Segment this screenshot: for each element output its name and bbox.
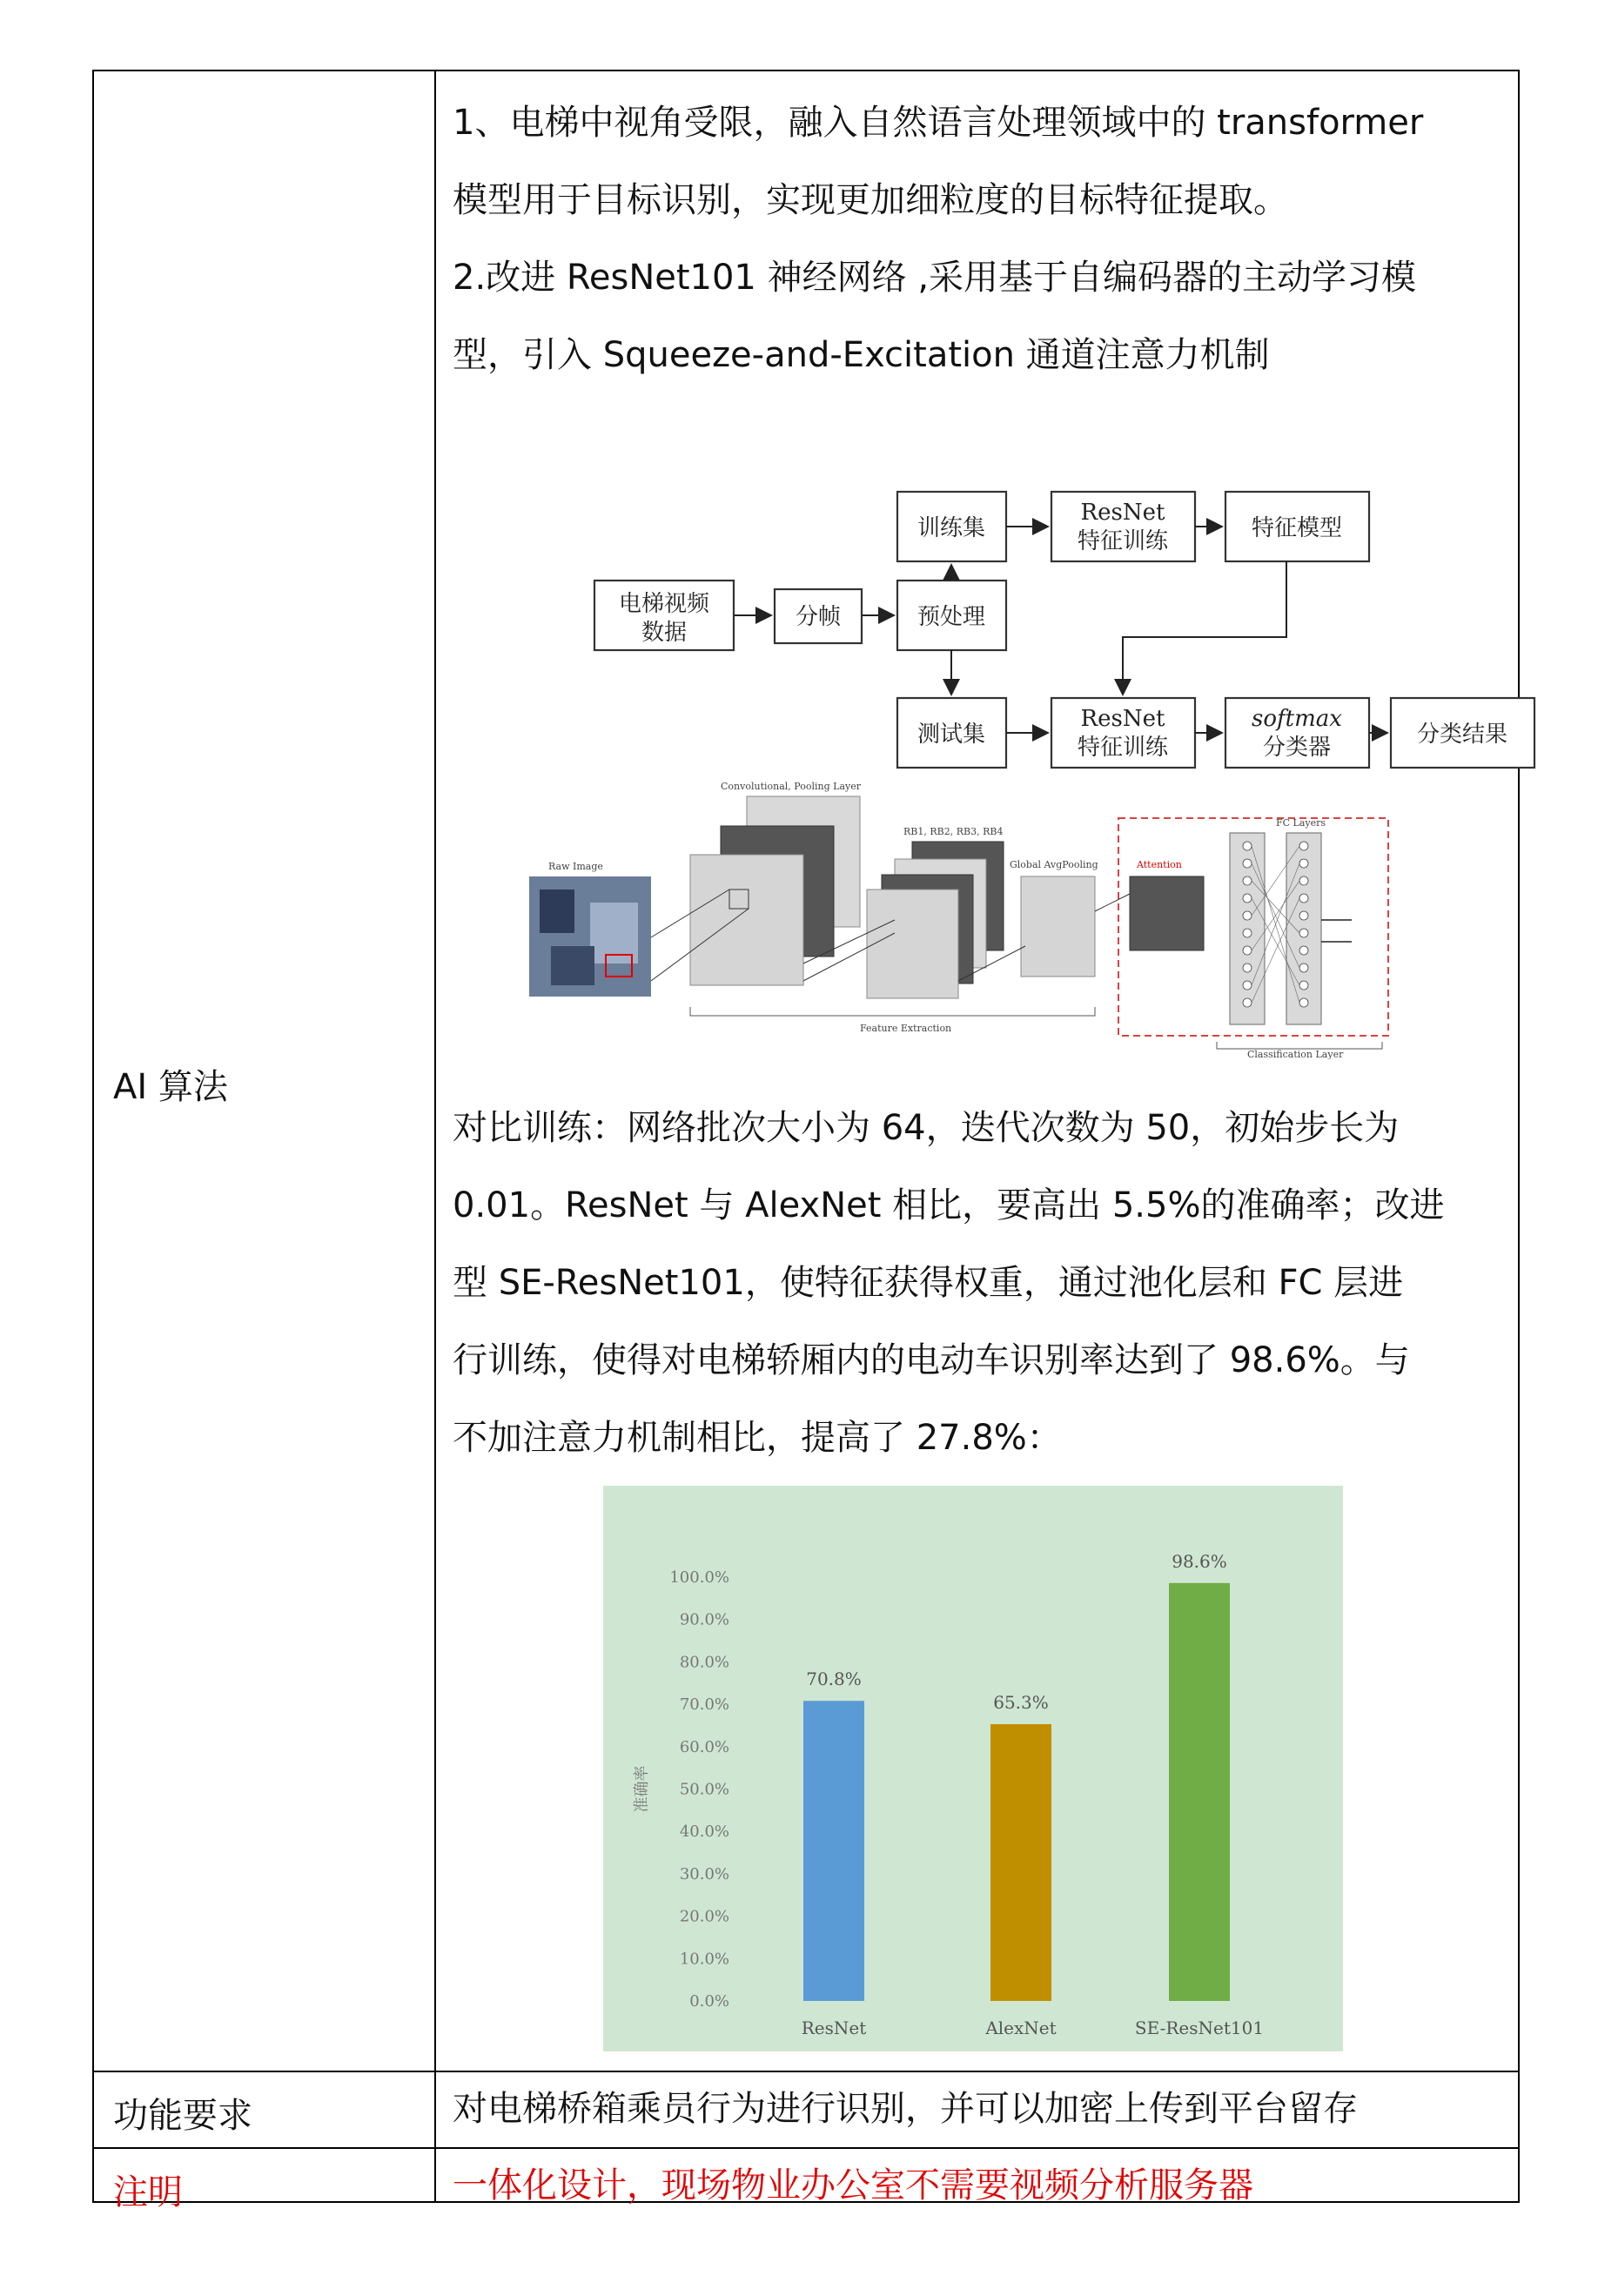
- y-tick-label: 80.0%: [679, 1653, 729, 1672]
- x-tick-label: AlexNet: [985, 2017, 1057, 2038]
- ai-intro: [453, 84, 1501, 394]
- ai-label: AI 算法: [113, 1067, 228, 1107]
- intro-line: 模型用于目标识别，实现更加细粒度的目标特征提取。: [453, 180, 1288, 220]
- test-set-text: 测试集: [916, 722, 986, 748]
- result-text: 分类结果: [1416, 722, 1508, 748]
- x-tick-label: ResNet: [801, 2017, 867, 2038]
- y-tick-label: 0.0%: [689, 1992, 729, 2011]
- note-text: 一体化设计，现场物业办公室不需要视频分析服务器: [453, 2165, 1253, 2205]
- result-line: 行训练，使得对电梯轿厢内的电动车识别率达到了 98.6%。与: [453, 1340, 1410, 1380]
- function-label: 功能要求: [113, 2096, 252, 2136]
- y-tick-label: 10.0%: [679, 1950, 729, 1969]
- feature-train-text: 特征训练: [1077, 528, 1169, 554]
- result-line: 0.01。ResNet 与 AlexNet 相比，要高出 5.5%的准确率；改进: [453, 1185, 1445, 1225]
- resnet-text: ResNet: [1080, 500, 1165, 526]
- video-text: 电梯视频: [618, 591, 710, 617]
- classifier-text: 分类器: [1262, 735, 1332, 761]
- fc-label: FC Layers: [1276, 817, 1326, 829]
- y-tick-label: 70.0%: [679, 1695, 729, 1715]
- result-line: 不加注意力机制相比，提高了 27.8%：: [453, 1418, 1062, 1458]
- result-line: 对比训练：网络批次大小为 64，迭代次数为 50，初始步长为: [453, 1108, 1400, 1148]
- y-tick-label: 40.0%: [679, 1823, 729, 1842]
- y-tick-label: 30.0%: [679, 1864, 729, 1883]
- feature-label: Feature Extraction: [860, 1023, 952, 1034]
- data-text: 数据: [641, 620, 688, 646]
- column-divider: [434, 71, 436, 2201]
- resnet-text: ResNet: [1080, 706, 1165, 732]
- raw-image-label: Raw Image: [548, 861, 603, 872]
- intro-line: 1、电梯中视角受限，融入自然语言处理领域中的 transformer: [453, 103, 1424, 143]
- y-tick-label: 50.0%: [679, 1780, 729, 1799]
- data-label: 98.6%: [1172, 1550, 1227, 1572]
- y-tick-label: 60.0%: [679, 1737, 729, 1756]
- y-tick-label: 100.0%: [669, 1568, 729, 1587]
- classification-label: Classification Layer: [1247, 1049, 1344, 1059]
- train-set-text: 训练集: [916, 515, 986, 541]
- intro-line: 型，引入 Squeeze-and-Excitation 通道注意力机制: [453, 335, 1270, 375]
- flowchart-diagram: [494, 406, 1556, 789]
- note-label: 注明: [113, 2172, 183, 2212]
- bar-resnet: [803, 1701, 864, 2001]
- result-line: 型 SE-ResNet101，使特征获得权重，通过池化层和 FC 层进: [453, 1263, 1404, 1303]
- x-tick-label: SE-ResNet101: [1134, 2017, 1265, 2038]
- ai-results: [453, 1090, 1501, 1477]
- rb-label: RB1, RB2, RB3, RB4: [903, 826, 1004, 837]
- bar-alexnet: [990, 1724, 1051, 2001]
- accuracy-chart: [603, 1486, 1343, 2051]
- feature-train-text: 特征训练: [1077, 735, 1169, 761]
- intro-line: 2.改进 ResNet101 神经网络 ,采用基于自编码器的主动学习模: [453, 258, 1417, 298]
- y-tick-label: 90.0%: [679, 1610, 729, 1629]
- bar-se-resnet101: [1169, 1583, 1230, 2001]
- function-text: 对电梯桥箱乘员行为进行识别，并可以加密上传到平台留存: [453, 2089, 1358, 2129]
- conv-label: Convolutional, Pooling Layer: [721, 781, 861, 792]
- y-tick-label: 20.0%: [679, 1907, 729, 1926]
- frame-text: 分帧: [795, 604, 842, 630]
- attention-label: Attention: [1137, 859, 1182, 870]
- data-label: 70.8%: [806, 1668, 862, 1690]
- feature-model-text: 特征模型: [1251, 515, 1343, 541]
- data-label: 65.3%: [993, 1691, 1049, 1713]
- gap-label: Global AvgPooling: [1010, 859, 1098, 870]
- preprocess-text: 预处理: [916, 604, 986, 630]
- y-axis-label: 准确率: [633, 1765, 651, 1813]
- spec-table: [92, 70, 1520, 2212]
- softmax-text: softmax: [1252, 706, 1342, 732]
- network-diagram: [529, 746, 1556, 1059]
